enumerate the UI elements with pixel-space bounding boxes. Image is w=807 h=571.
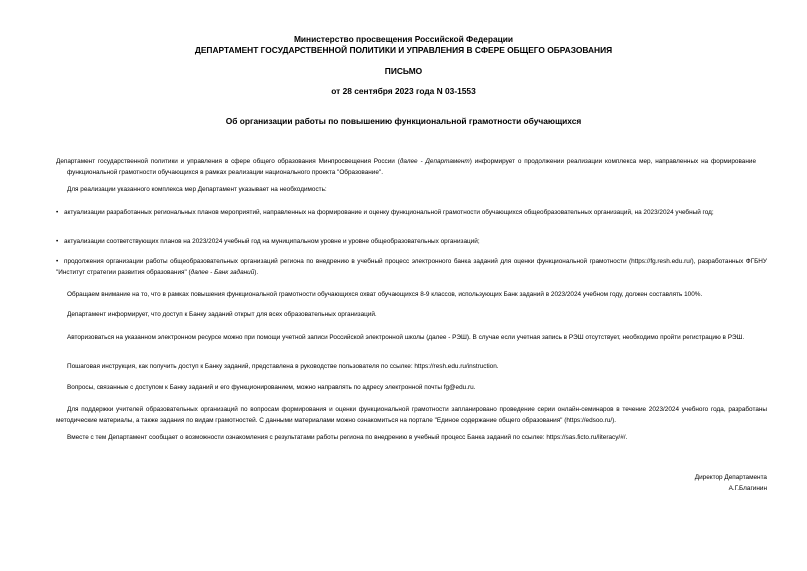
paragraph-contacts: Вопросы, связанные с доступом к Банку заданий и его функционированием, можно направлять по адресу электронной почты fg@edu.ru. xyxy=(67,384,476,391)
bullet-icon: • xyxy=(56,258,59,265)
paragraph-results: Вместе с тем Департамент сообщает о возможности ознакомления с результатами работы региона по внедрению в учебный процесс Банка заданий по ссылке: https://sas.ficto.ru/literacy/#/. xyxy=(67,434,628,441)
paragraph-authorization: Авторизоваться на указанном электронном ресурсе можно при помощи учетной записи Российской электронной школы (далее - РЭШ). В случае если учетная запись в РЭШ отсутствует, необходимо пройти регистрацию в РЭШ. xyxy=(67,334,745,341)
document-type: ПИСЬМО xyxy=(384,66,423,76)
paragraph-access: Департамент информирует, что доступ к Банку заданий открыт для всех образовательных организаций. xyxy=(67,311,377,318)
paragraph-necessity: Для реализации указанного комплекса мер Департамент указывает на необходимость: xyxy=(67,186,327,193)
department-name: ДЕПАРТАМЕНТ ГОСУДАРСТВЕННОЙ ПОЛИТИКИ И УПРАВЛЕНИЯ В СФЕРЕ ОБЩЕГО ОБРАЗОВАНИЯ xyxy=(194,45,613,55)
paragraph-seminars: Для поддержки учителей образовательных организаций по вопросам формирования и оценки функциональной грамотности запланировано проведение серии онлайн-семинаров в течение 2023/2024 учебного года, разработаны методические материалы, а также задания по видам грамотностей. С данными материалами можно ознакомиться на портале "Единое содержание общего образования" (https://edsoo.ru/). xyxy=(56,406,767,425)
ministry-name: Министерство просвещения Российской Федерации xyxy=(293,34,514,44)
list-item: • актуализации соответствующих планов на 2023/2024 учебный год на муниципальном уровне и уровне общеобразовательных организаций; xyxy=(56,236,767,247)
paragraph-intro: Департамент государственной политики и управления в сфере общего образования Минпросвещения России (далее - Департамент) информирует о продолжении реализации комплекса мер, направленных на формирование функциональной грамотности обучающихся в рамках реализации национального проекта "Образование". xyxy=(56,158,757,177)
bullet-icon: • xyxy=(56,209,59,216)
document-subject: Об организации работы по повышению функциональной грамотности обучающихся xyxy=(225,116,582,126)
document-date-number: от 28 сентября 2023 года N 03-1553 xyxy=(331,86,476,96)
list-item: • продолжения организации работы общеобразовательных организаций региона по внедрению в учебный процесс электронного банка заданий для оценки функциональной грамотности (https://fg.resh.edu.ru/), разработанных ФГБНУ "Институт стратегии развития образования" (далее - Банк заданий). xyxy=(56,258,767,277)
list-item: • актуализации разработанных региональных планов мероприятий, направленных на формирование и оценку функциональной грамотности обучающихся общеобразовательных организаций, на 2023/2024 учебный год; xyxy=(56,207,767,218)
paragraph-instruction: Пошаговая инструкция, как получить доступ к Банку заданий, представлена в руководстве пользователя по ссылке: https://resh.edu.ru/instruction. xyxy=(67,363,499,370)
paragraph-coverage: Обращаем внимание на то, что в рамках повышения функциональной грамотности обучающихся охват обучающихся 8-9 классов, использующих Банк заданий в 2023/2024 учебном году, должен составлять 100%. xyxy=(67,291,703,298)
signature-title: Директор Департамента xyxy=(694,474,767,481)
signature-name: А.Г.Благинин xyxy=(728,485,767,492)
bullet-icon: • xyxy=(56,238,59,245)
